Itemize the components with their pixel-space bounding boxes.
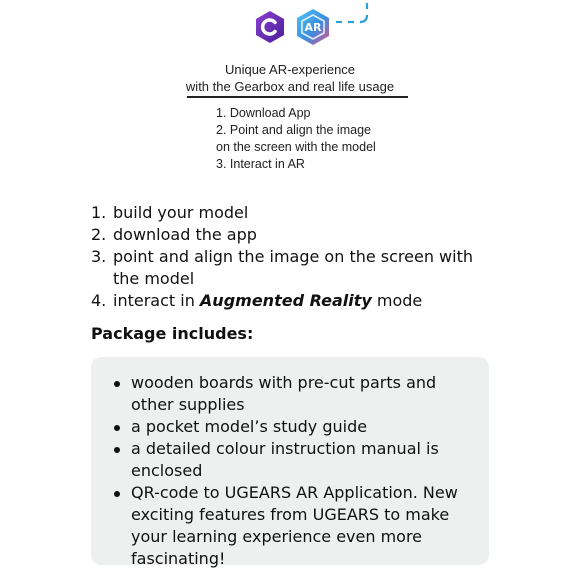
list-item (91, 224, 491, 246)
list-item (111, 438, 471, 482)
bullet-icon (114, 425, 120, 431)
step-number: 4. (91, 291, 107, 310)
dashed-connector-icon (334, 0, 374, 40)
banner-step: on the screen with the model (216, 140, 376, 154)
package-item-text: a detailed colour instruction manual is enclosed (131, 439, 439, 480)
banner-divider (187, 96, 408, 98)
package-item-text: wooden boards with pre-cut parts and other supplies (131, 373, 437, 414)
package-includes-box (91, 357, 489, 568)
step-text-emphasis: Augmented Reality (199, 291, 372, 310)
step-text (113, 290, 491, 312)
step-number: 1. (91, 203, 107, 222)
list-item (111, 416, 471, 438)
list-item (91, 202, 491, 224)
banner-step: 3. Interact in AR (216, 157, 305, 171)
bullet-icon (114, 491, 120, 497)
step-text-after: mode (371, 291, 423, 310)
step-text: download the app (113, 225, 257, 244)
step-text-before: interact in (113, 291, 200, 310)
step-number: 2. (91, 225, 107, 244)
package-list (111, 372, 471, 570)
banner-step: 1. Download App (216, 106, 311, 120)
ar-logo-text: AR (304, 21, 322, 34)
ar-banner-image (0, 0, 580, 190)
banner-title-line-2: with the Gearbox and real life usage (185, 79, 395, 94)
c-logo-icon (253, 10, 287, 44)
step-text: point and align the image on the screen with the model (113, 247, 473, 288)
steps-list (91, 202, 491, 312)
bullet-icon (114, 447, 120, 453)
list-item (91, 290, 491, 312)
package-item-text: QR-code to UGEARS AR Application. New exciting features from UGEARS to make your learning experience even more fascinating! (131, 483, 458, 568)
step-text: build your model (113, 203, 249, 222)
banner-title-line-1: Unique AR-experience (224, 62, 356, 77)
list-item (91, 246, 491, 290)
list-item (111, 372, 471, 416)
package-heading: Package includes: (91, 324, 254, 343)
step-number: 3. (91, 247, 107, 266)
package-item-text: a pocket model’s study guide (131, 417, 368, 436)
list-item (111, 482, 471, 570)
banner-step: 2. Point and align the image (216, 123, 371, 137)
bullet-icon (114, 381, 120, 387)
ar-logo-icon (293, 7, 333, 47)
